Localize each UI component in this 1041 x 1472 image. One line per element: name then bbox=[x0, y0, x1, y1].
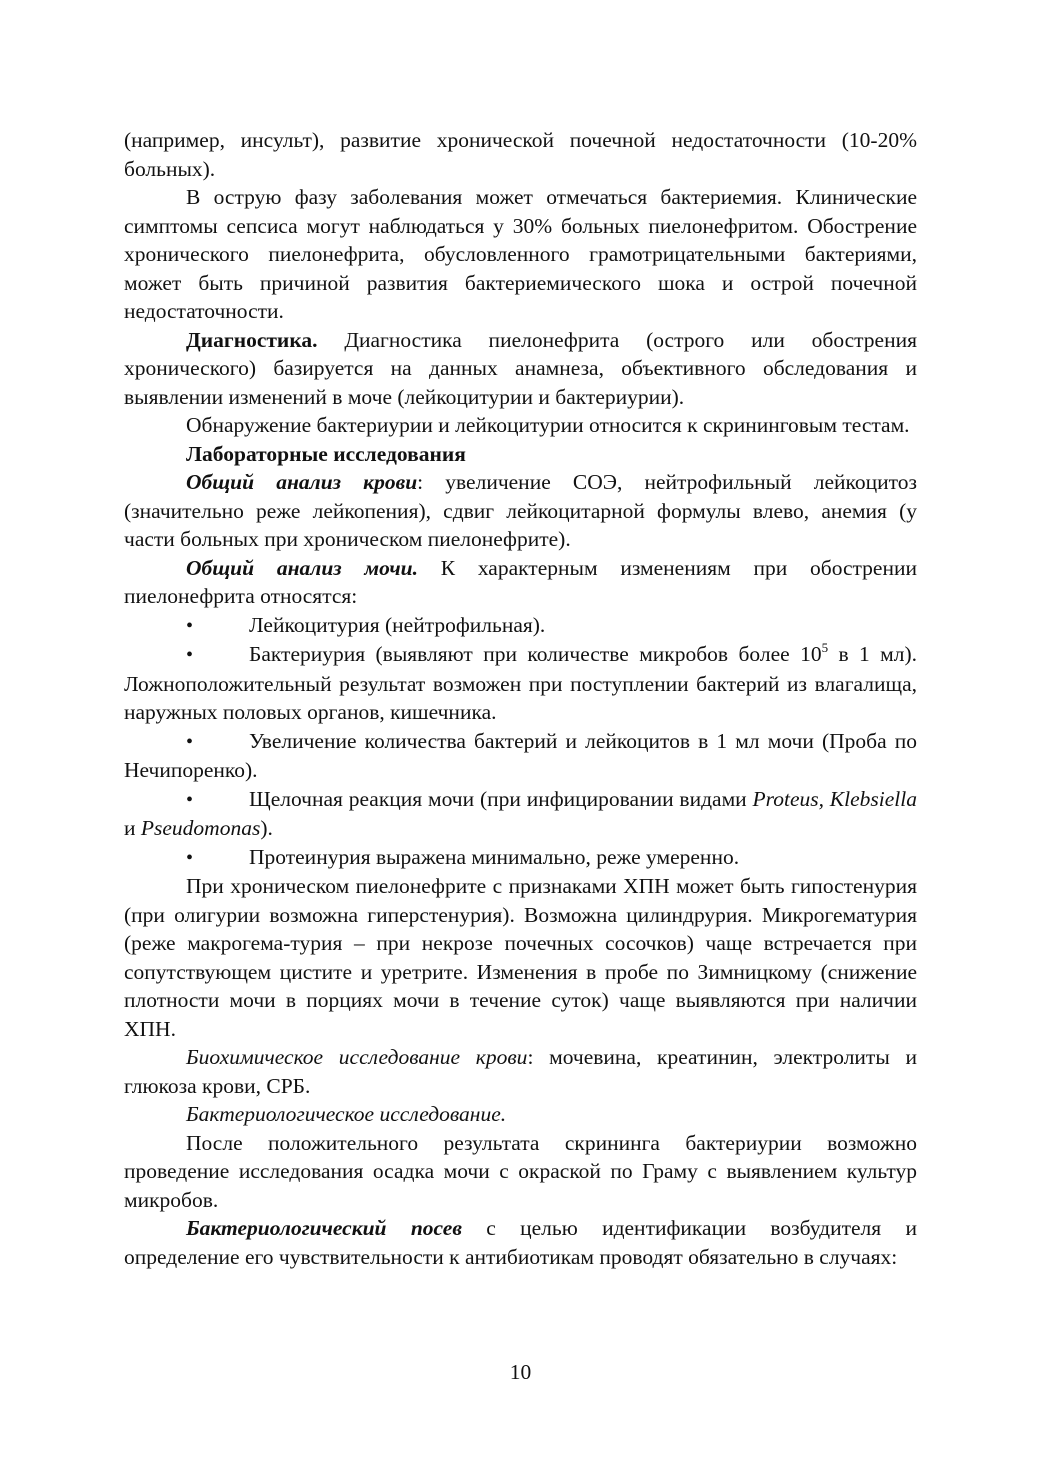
section-lead: Бактериологический посев bbox=[186, 1216, 462, 1240]
list-item-text: Протеинурия выражена минимально, реже умеренно. bbox=[249, 844, 740, 869]
paragraph-urine-test bbox=[124, 554, 917, 611]
paragraph: В острую фазу заболевания может отмечаться бактериемия. Клинические симптомы сепсиса могут наблюдаться у 30% больных пиелонефритом. Обострение хронического пиелонефрита, обусловленного грамотрицательными бактериями, может быть причиной развития бактериемического шока и острой почечной недостаточности. bbox=[124, 185, 917, 323]
paragraph: Обнаружение бактериурии и лейкоцитурии относится к скрининговым тестам. bbox=[186, 413, 910, 437]
list-item-text: Лейкоцитурия (нейтрофильная). bbox=[249, 612, 546, 637]
list-item-text: и bbox=[124, 816, 141, 840]
section-lead: Биохимическое исследование крови bbox=[186, 1045, 528, 1069]
paragraph-text: с целью идентификации возбудителя и определение его чувствительности к антибиотикам проводят обязательно в случаях: bbox=[124, 1216, 917, 1269]
paragraph: (например, инсульт), развитие хронической почечной недостаточности (10-20% больных). bbox=[124, 128, 917, 181]
list-item bbox=[124, 785, 917, 843]
species-name: Proteus, Klebsiella bbox=[752, 786, 917, 811]
bullet-icon bbox=[186, 611, 249, 641]
paragraph: После положительного результата скрининга бактериурии возможно проведение исследования осадка мочи с окраской по Граму с выявлением культур микробов. bbox=[124, 1130, 917, 1212]
paragraph-culture bbox=[124, 1214, 917, 1271]
bullet-icon bbox=[186, 640, 249, 670]
section-lead: Общий анализ мочи. bbox=[186, 555, 418, 580]
bullet-icon bbox=[186, 727, 249, 757]
page-number: 10 bbox=[509, 1360, 532, 1384]
paragraph-text: Диагностика пиелонефрита (острого или обострения хронического) базируется на данных анамнеза, объективного обследования и выявлении изменений в моче (лейкоцитурии и бактериурии). bbox=[124, 327, 917, 409]
body-text bbox=[124, 126, 917, 1271]
superscript: 5 bbox=[821, 640, 829, 655]
list-item-text: ). bbox=[260, 816, 273, 840]
list-item bbox=[124, 843, 917, 873]
section-lead: Общий анализ крови bbox=[186, 470, 418, 494]
species-name: Pseudomonas bbox=[140, 816, 261, 840]
section-subheading: Бактериологическое исследование. bbox=[186, 1102, 507, 1126]
paragraph-text: : увеличение СОЭ, нейтрофильный лейкоцитоз (значительно реже лейкопения), сдвиг лейкоцитарной формулы влево, анемия (у части больных при хроническом пиелонефрите). bbox=[124, 470, 918, 551]
list-item bbox=[124, 640, 917, 727]
paragraph-diagnostics bbox=[124, 326, 917, 412]
list-item bbox=[124, 611, 917, 641]
list-item bbox=[124, 727, 917, 785]
paragraph: При хроническом пиелонефрите с признаками ХПН может быть гипостенурия (при олигурии возможна гиперстенурия). Возможна цилиндрурия. Микрогематурия (реже макрогема-турия – при некрозе почечных сосочков) чаще встречается при сопутствующем цистите и уретрите. Изменения в пробе по Зимницкому (снижение плотности мочи в порциях мочи в течение суток) чаще выявляются при наличии ХПН. bbox=[124, 874, 917, 1041]
list-item-text: Бактериурия (выявляют при количестве микробов более 10 bbox=[249, 642, 822, 666]
bullet-icon bbox=[186, 843, 249, 873]
list-item-text: Щелочная реакция мочи (при инфицировании видами bbox=[249, 786, 753, 811]
bullet-icon bbox=[186, 785, 249, 815]
list-item-text: Увеличение количества бактерий и лейкоцитов в 1 мл мочи (Проба по Нечипоренко). bbox=[124, 728, 917, 782]
paragraph-text: : мочевина, креатинин, электролиты и глюкоза крови, СРБ. bbox=[124, 1045, 917, 1098]
list-item-text: в 1 мл). Ложноположительный результат возможен при поступлении бактерий из влагалища, наружных половых органов, кишечника. bbox=[124, 642, 917, 724]
section-lead: Диагностика. bbox=[186, 327, 318, 352]
paragraph-blood-test bbox=[124, 468, 917, 554]
section-heading: Лабораторные исследования bbox=[186, 441, 466, 466]
paragraph-text: К характерным изменениям при обострении пиелонефрита относятся: bbox=[124, 555, 917, 608]
paragraph-biochemistry bbox=[124, 1043, 917, 1100]
